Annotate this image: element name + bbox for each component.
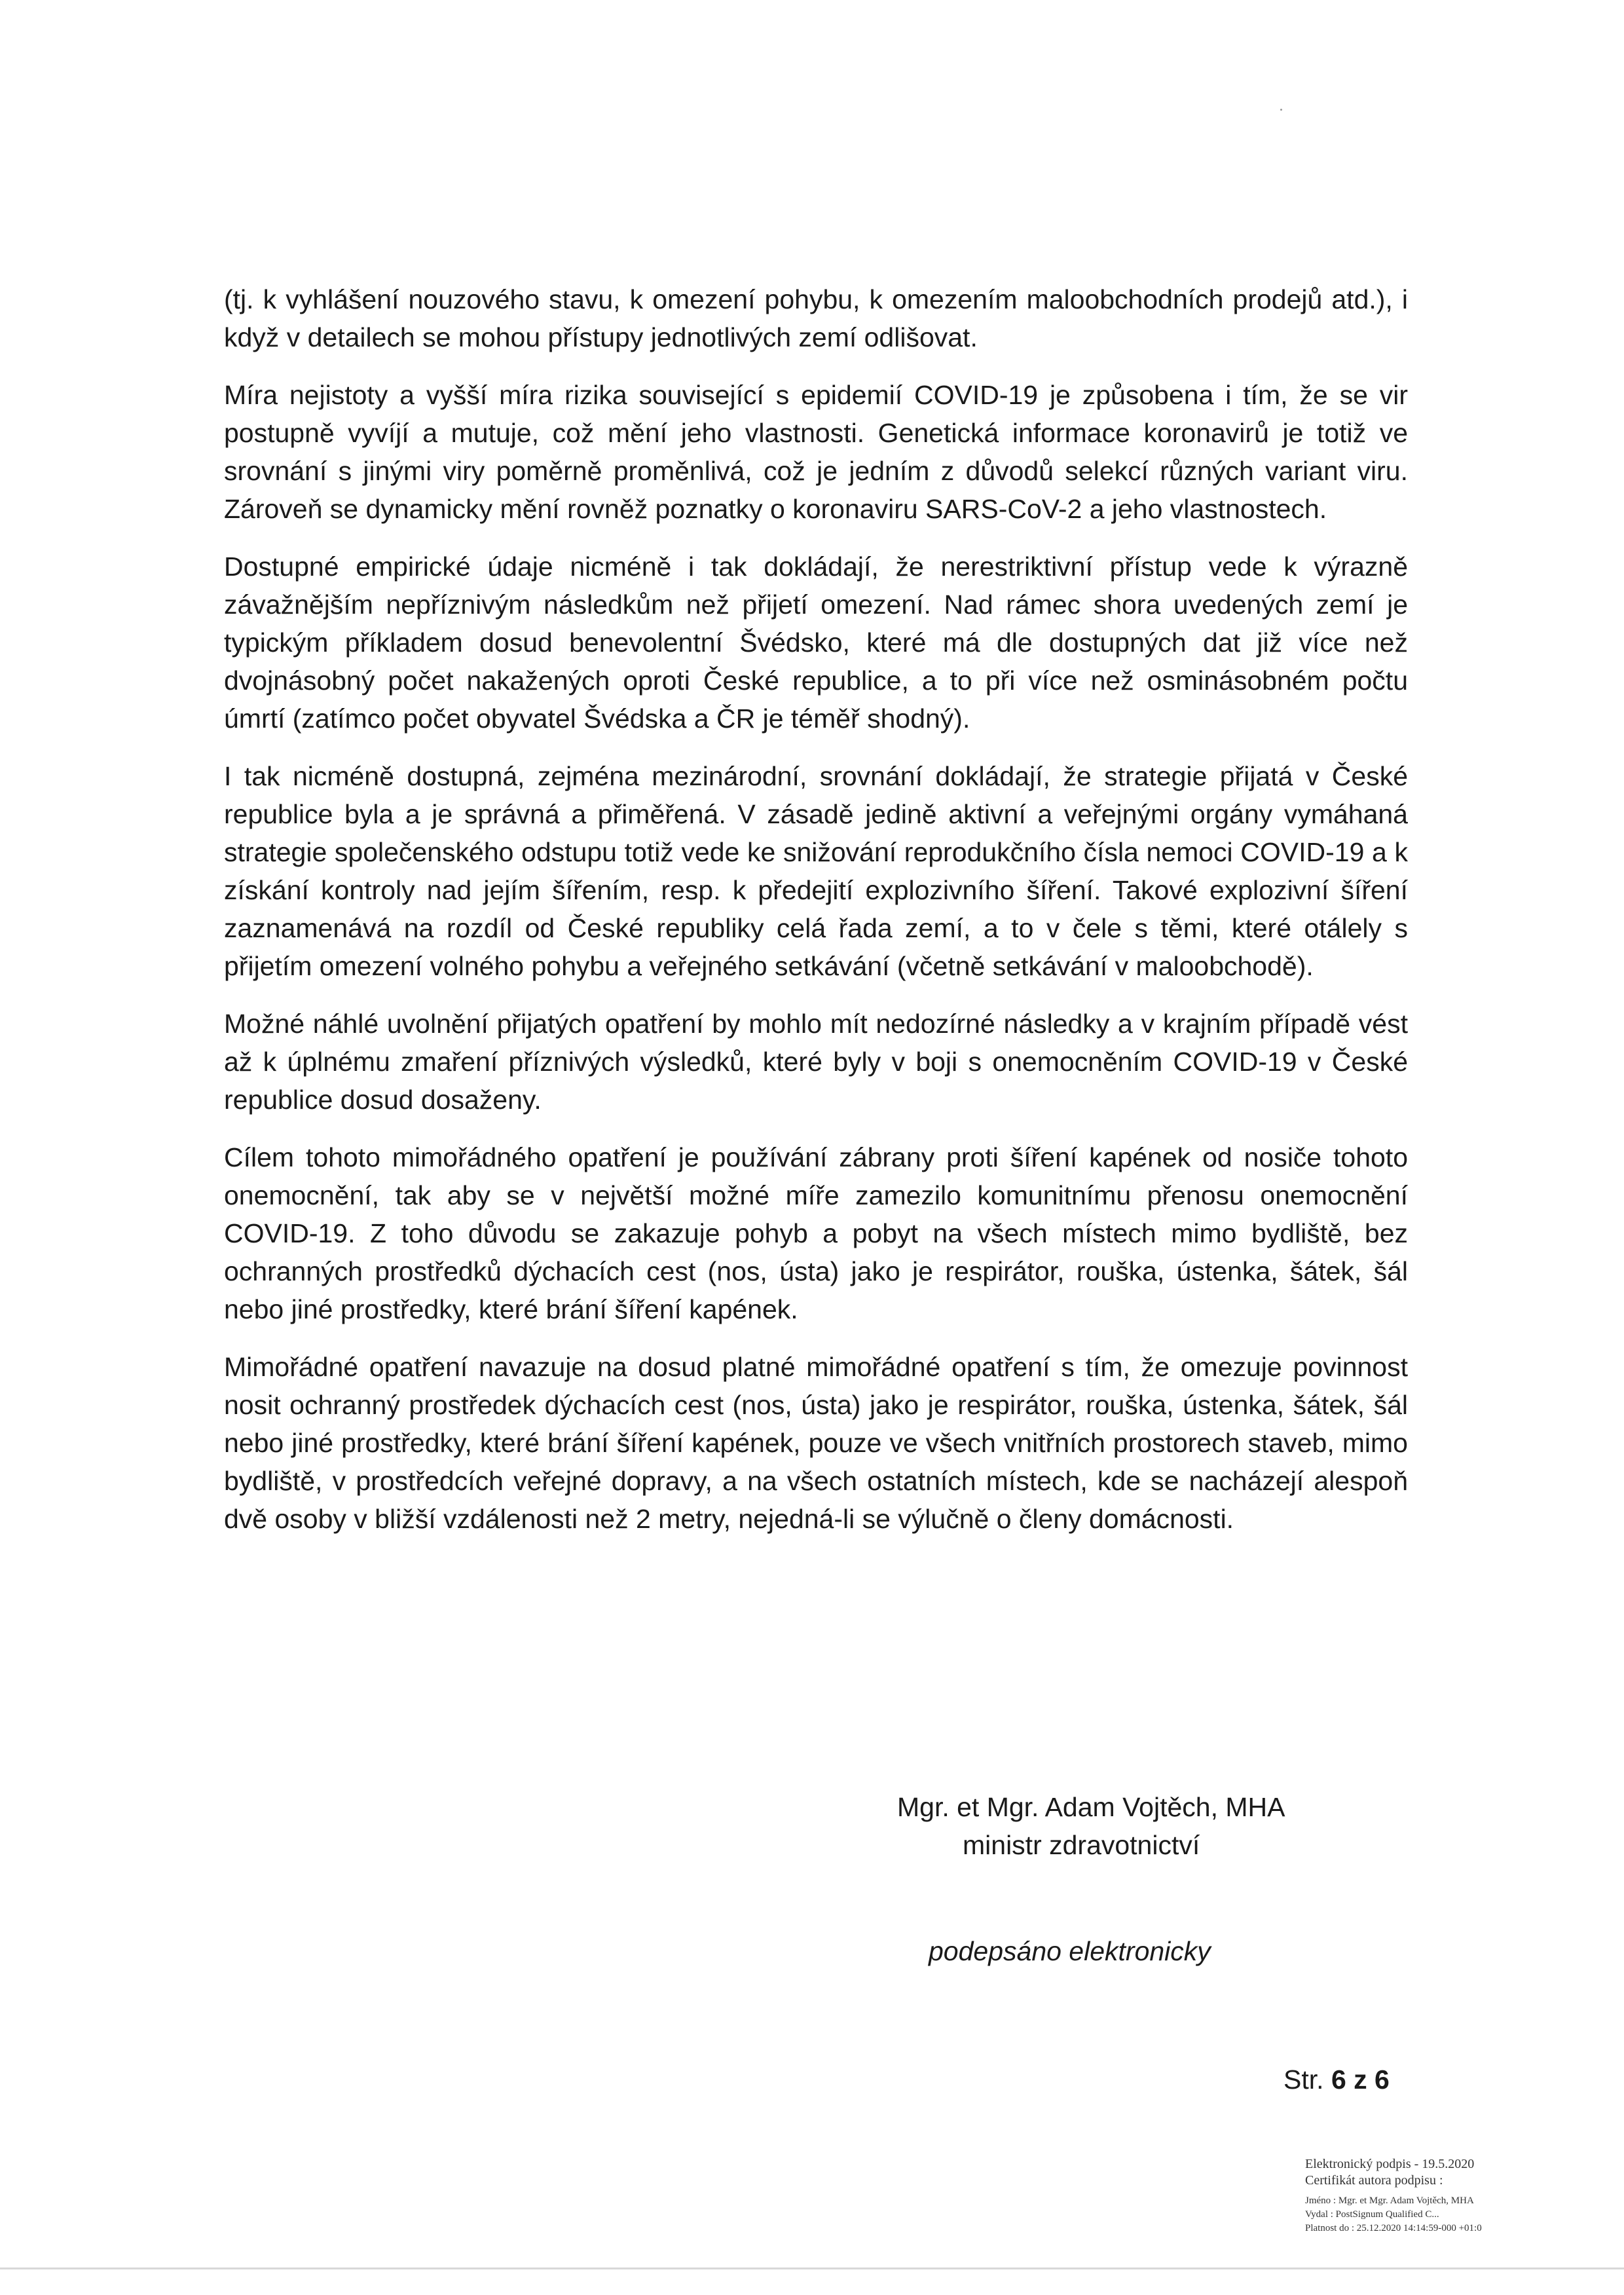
page-number xyxy=(1283,2064,1390,2095)
paragraph-7: Mimořádné opatření navazuje na dosud platné mimořádné opatření s tím, že omezuje povinnost nosit ochranný prostředek dýchacích cest (nos, ústa) jako je respirátor, rouška, ústenka, šátek, šál nebo jiné prostředky, které brání šíření kapének, pouze ve všech vnitřních prostorech staveb, mimo bydliště, v prostředcích veřejné dopravy, a na všech ostatních místech, kde se nacházejí alespoň dvě osoby v bližší vzdálenosti než 2 metry, nejedná-li se výlučně o členy domácnosti. xyxy=(224,1352,1408,1534)
signatory-name: Mgr. et Mgr. Adam Vojtěch, MHA xyxy=(897,1792,1285,1822)
stamp-line-validity: Platnost do : 25.12.2020 14:14:59-000 +01:0 xyxy=(1305,2223,1482,2233)
page-number-value: 6 z 6 xyxy=(1331,2064,1390,2095)
page-number-prefix: Str. xyxy=(1283,2064,1324,2095)
electronic-signature-stamp xyxy=(1305,2156,1482,2235)
stamp-line-certificate: Certifikát autora podpisu : xyxy=(1305,2173,1443,2188)
scan-edge-line xyxy=(0,2267,1624,2269)
paragraph-5: Možné náhlé uvolnění přijatých opatření by mohlo mít nedozírné následky a v krajním případě vést až k úplnému zmaření příznivých výsledků, které byly v boji s onemocněním COVID-19 v České republice dosud dosaženy. xyxy=(224,1009,1408,1115)
paragraph-2: Míra nejistoty a vyšší míra rizika související s epidemií COVID-19 je způsobena i tím, že se vir postupně vyvíjí a mutuje, což mění jeho vlastnosti. Genetická informace koronavirů je totiž ve srovnání s jinými viry poměrně proměnlivá, což je jedním z důvodů selekcí různých variant viru. Zároveň se dynamicky mění rovněž poznatky o koronaviru SARS-CoV-2 a jeho vlastnostech. xyxy=(224,380,1408,524)
paragraph-4: I tak nicméně dostupná, zejména mezinárodní, srovnání dokládají, že strategie přijatá v České republice byla a je správná a přiměřená. V zásadě jedině aktivní a veřejnými orgány vymáhaná strategie společenského odstupu totiž vede ke snižování reprodukčního čísla nemoci COVID-19 a k získání kontroly nad jejím šířením, resp. k předejití explozivního šíření. Takové explozivní šíření zaznamenává na rozdíl od České republiky celá řada zemí, a to v čele s těmi, které otálely s přijetím omezení volného pohybu a veřejného setkávání (včetně setkávání v maloobchodě). xyxy=(224,761,1408,981)
stamp-line-issuer: Vydal : PostSignum Qualified C... xyxy=(1305,2209,1439,2220)
signatory-role: ministr zdravotnictví xyxy=(963,1830,1200,1860)
document-body xyxy=(224,280,1408,1558)
stamp-line-date: Elektronický podpis - 19.5.2020 xyxy=(1305,2157,1475,2171)
signature-block xyxy=(897,1788,1285,1864)
stamp-line-name: Jméno : Mgr. et Mgr. Adam Vojtěch, MHA xyxy=(1305,2195,1474,2206)
paragraph-1: (tj. k vyhlášení nouzového stavu, k omezení pohybu, k omezením maloobchodních prodejů atd.), i když v detailech se mohou přístupy jednotlivých zemí odlišovat. xyxy=(224,284,1408,352)
signed-electronically-note: podepsáno elektronicky xyxy=(929,1936,1211,1966)
scan-speck xyxy=(1280,109,1282,111)
paragraph-3: Dostupné empirické údaje nicméně i tak dokládají, že nerestriktivní přístup vede k výrazně závažnějším nepříznivým následkům než přijetí omezení. Nad rámec shora uvedených zemí je typickým příkladem dosud benevolentní Švédsko, které má dle dostupných dat již více než dvojnásobný počet nakažených oproti České republice, a to při více než osminásobném počtu úmrtí (zatímco počet obyvatel Švédska a ČR je téměř shodný). xyxy=(224,551,1408,734)
paragraph-6: Cílem tohoto mimořádného opatření je používání zábrany proti šíření kapének od nosiče tohoto onemocnění, tak aby se v největší možné míře zamezilo komunitnímu přenosu onemocnění COVID-19. Z toho důvodu se zakazuje pohyb a pobyt na všech místech mimo bydliště, bez ochranných prostředků dýchacích cest (nos, ústa) jako je respirátor, rouška, ústenka, šátek, šál nebo jiné prostředky, které brání šíření kapének. xyxy=(224,1142,1408,1324)
